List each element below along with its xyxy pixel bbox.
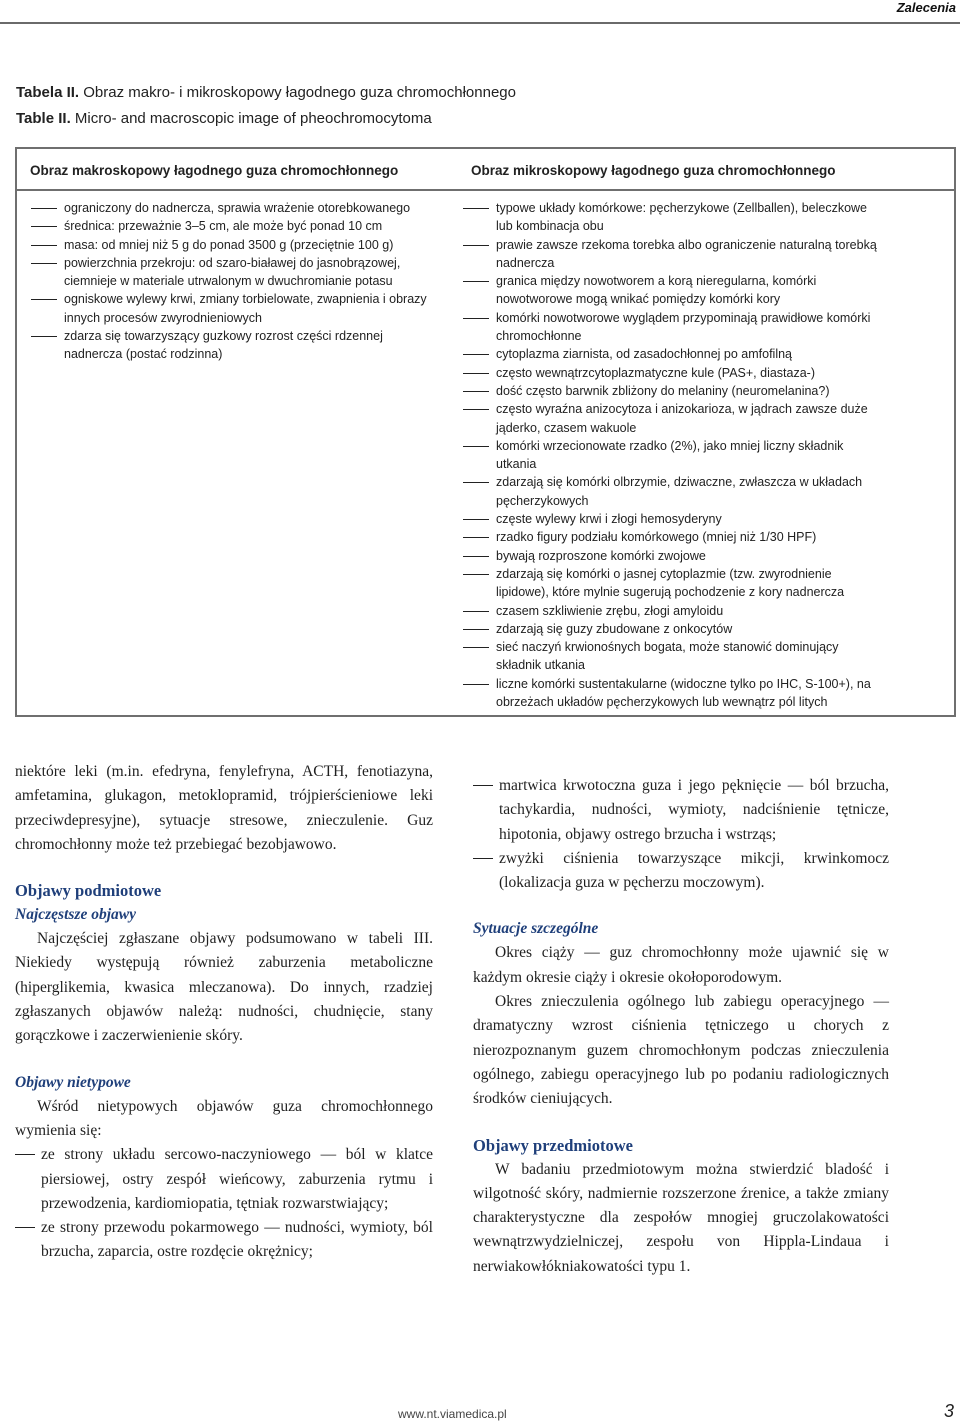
table-header-rule [17, 189, 954, 191]
header-rule [0, 22, 960, 24]
dash-item-text: martwica krwotoczna guza i jego pęknięcie — ból brzucha, tachykardia, nudności, wymioty, nadciśnienie tętnicze, hipotonia, objawy ostrego brzucha i wstrząs; [499, 777, 889, 843]
list-item: komórki nowotworowe wyglądem przypominają prawidłowe komórki chromochłonne [462, 309, 880, 346]
section-label: Zalecenia [896, 0, 956, 15]
dash-list-item [473, 774, 889, 847]
list-item: częste wylewy krwi i złogi hemosyderyny [462, 510, 880, 528]
dash-list-item [15, 1143, 433, 1216]
list-item: liczne komórki sustentakularne (widoczne tylko po IHC, S-100+), na obrzeżach układów pęcherzykowych lub wewnątrz pól litych [462, 675, 880, 712]
paragraph: Najczęściej zgłaszane objawy podsumowano w tabeli III. Niekiedy występują również zaburzenia metaboliczne (hiperglikemia, kwasica mleczanowa). Do innych, rzadziej zgłaszanych objawów należą: nudności, chudnięcie, stany gorączkowe i zaczerwienienie skóry. [15, 930, 433, 1045]
caption-label-en: Table II. [16, 110, 71, 127]
list-item: dość często barwnik zbliżony do melaniny (neuromelanina?) [462, 382, 880, 400]
list-item: sieć naczyń krwionośnych bogata, może stanowić dominujący składnik utkania [462, 638, 880, 675]
dash-bullet [15, 1154, 35, 1155]
dash-item-text: zwyżki ciśnienia towarzyszące mikcji, krwinkomocz (lokalizacja guza w pęcherzu moczowym). [499, 849, 889, 892]
dash-bullet [473, 858, 493, 859]
dash-item-text: ze strony układu sercowo-naczyniowego — ból w klatce piersiowej, ostry zespół wieńcowy, zaburzenia rytmu i przewodzenia, kardiomiopatia, tętniak rozwarstwiający; [41, 1146, 433, 1212]
list-item: średnica: przeważnie 3–5 cm, ale może być ponad 10 cm [30, 217, 430, 235]
section-heading-signs: Objawy przedmiotowe [473, 1135, 633, 1155]
list-item: masa: od mniej niż 5 g do ponad 3500 g (przeciętnie 100 g) [30, 236, 430, 254]
table-caption-pl [16, 84, 516, 101]
list-item: czasem szkliwienie zrębu, złogi amyloidu [462, 602, 880, 620]
microscopic-list [462, 199, 880, 711]
caption-text-pl: Obraz makro- i mikroskopowy łagodnego guza chromochłonnego [83, 84, 516, 101]
list-item: ogniskowe wylewy krwi, zmiany torbielowate, zwapnienia i obrazy innych procesów zwyrodnieniowych [30, 290, 430, 327]
table-caption-en [16, 110, 432, 127]
intro-paragraph: niektóre leki (m.in. efedryna, fenylefryna, ACTH, fenotiazyna, amfetamina, glukagon, metoklopramid, trójpierścieniowe leki przeciwdepresyjne), sytuacje stresowe, znieczulenie. Guz chromochłonny może też przebiegać bezobjawowo. [15, 763, 433, 853]
paragraph: Okres znieczulenia ogólnego lub zabiegu operacyjnego — dramatyczny wzrost ciśnienia tętniczego u chorych z nierozpoznanym guzem chromochłonym podczas znieczulenia ogólnego, zabiegu operacyjnego lub po podaniu radiologicznych środków cieniujących. [473, 993, 889, 1108]
section-heading-symptoms: Objawy podmiotowe [15, 881, 162, 901]
footer-url: www.nt.viamedica.pl [398, 1407, 507, 1421]
list-item: komórki wrzecionowate rzadko (2%), jako mniej liczny składnik utkania [462, 437, 880, 474]
list-item: ograniczony do nadnercza, sprawia wrażenie otorebkowanego [30, 199, 430, 217]
list-item: bywają rozproszone komórki zwojowe [462, 547, 880, 565]
paragraph: W badaniu przedmiotowym można stwierdzić bladość i wilgotność skóry, nadmiernie rozszerzone źrenice, a także zmiany charakterystyczne dla zespołów mnogiej gruczolakowatości wewnątrzwydzielniczej, zespołu von Hippla-Lindaua i nerwiakowłókniakowatości typu 1. [473, 1160, 889, 1275]
right-text-column [473, 774, 889, 1279]
subheading-common-symptoms: Najczęstsze objawy [15, 906, 136, 924]
list-item: powierzchnia przekroju: od szaro-białawej do jasnobrązowej, ciemnieje w materiale utrwalonym w dwuchromianie potasu [30, 254, 430, 291]
subheading-atypical-symptoms: Objawy nietypowe [15, 1073, 131, 1091]
dash-list-item [15, 1216, 433, 1265]
macroscopic-list [30, 199, 430, 364]
right-column-header: Obraz mikroskopowy łagodnego guza chromochłonnego [471, 163, 836, 178]
list-item: zdarzają się komórki o jasnej cytoplazmie (tzw. zwyrodnienie lipidowe), które mylnie sugerują pochodzenie z kory nadnercza [462, 565, 880, 602]
list-item: często wyraźna anizocytoza i anizokarioza, w jądrach zawsze duże jąderko, czasem wakuole [462, 400, 880, 437]
dash-bullet [473, 785, 493, 786]
dash-bullet [15, 1227, 35, 1228]
list-item: zdarzają się guzy zbudowane z onkocytów [462, 620, 880, 638]
list-item: cytoplazma ziarnista, od zasadochłonnej po amfofilną [462, 345, 880, 363]
dash-list-item [473, 847, 889, 896]
list-item: rzadko figury podziału komórkowego (mniej niż 1/30 HPF) [462, 528, 880, 546]
list-item: prawie zawsze rzekoma torebka albo ograniczenie naturalną torebką nadnercza [462, 236, 880, 273]
list-item: często wewnątrzcytoplazmatyczne kule (PAS+, diastaza-) [462, 364, 880, 382]
list-item: granica między nowotworem a korą nieregularna, komórki nowotworowe mogą wnikać pomiędzy komórki kory [462, 272, 880, 309]
dash-item-text: ze strony przewodu pokarmowego — nudności, wymioty, ból brzucha, zaparcia, ostre rozdęcie okrężnicy; [41, 1219, 433, 1261]
table-box [15, 147, 956, 717]
list-item: typowe układy komórkowe: pęcherzykowe (Zellballen), beleczkowe lub kombinacja obu [462, 199, 880, 236]
paragraph: Wśród nietypowych objawów guza chromochłonnego wymienia się: [15, 1097, 433, 1139]
left-text-column [15, 760, 433, 1265]
list-item: zdarza się towarzyszący guzkowy rozrost części rdzennej nadnercza (postać rodzinna) [30, 327, 430, 364]
caption-text-en: Micro- and macroscopic image of pheochromocytoma [74, 110, 432, 127]
paragraph: Okres ciąży — guz chromochłonny może ujawnić się w każdym okresie ciąży i okresie okołoporodowym. [473, 944, 889, 986]
subheading-special-situations: Sytuacje szczególne [473, 920, 599, 938]
page-number: 3 [943, 1401, 954, 1421]
list-item: zdarzają się komórki olbrzymie, dziwaczne, zwłaszcza w układach pęcherzykowych [462, 473, 880, 510]
left-column-header: Obraz makroskopowy łagodnego guza chromochłonnego [30, 163, 399, 178]
caption-label-pl: Tabela II. [16, 84, 80, 101]
